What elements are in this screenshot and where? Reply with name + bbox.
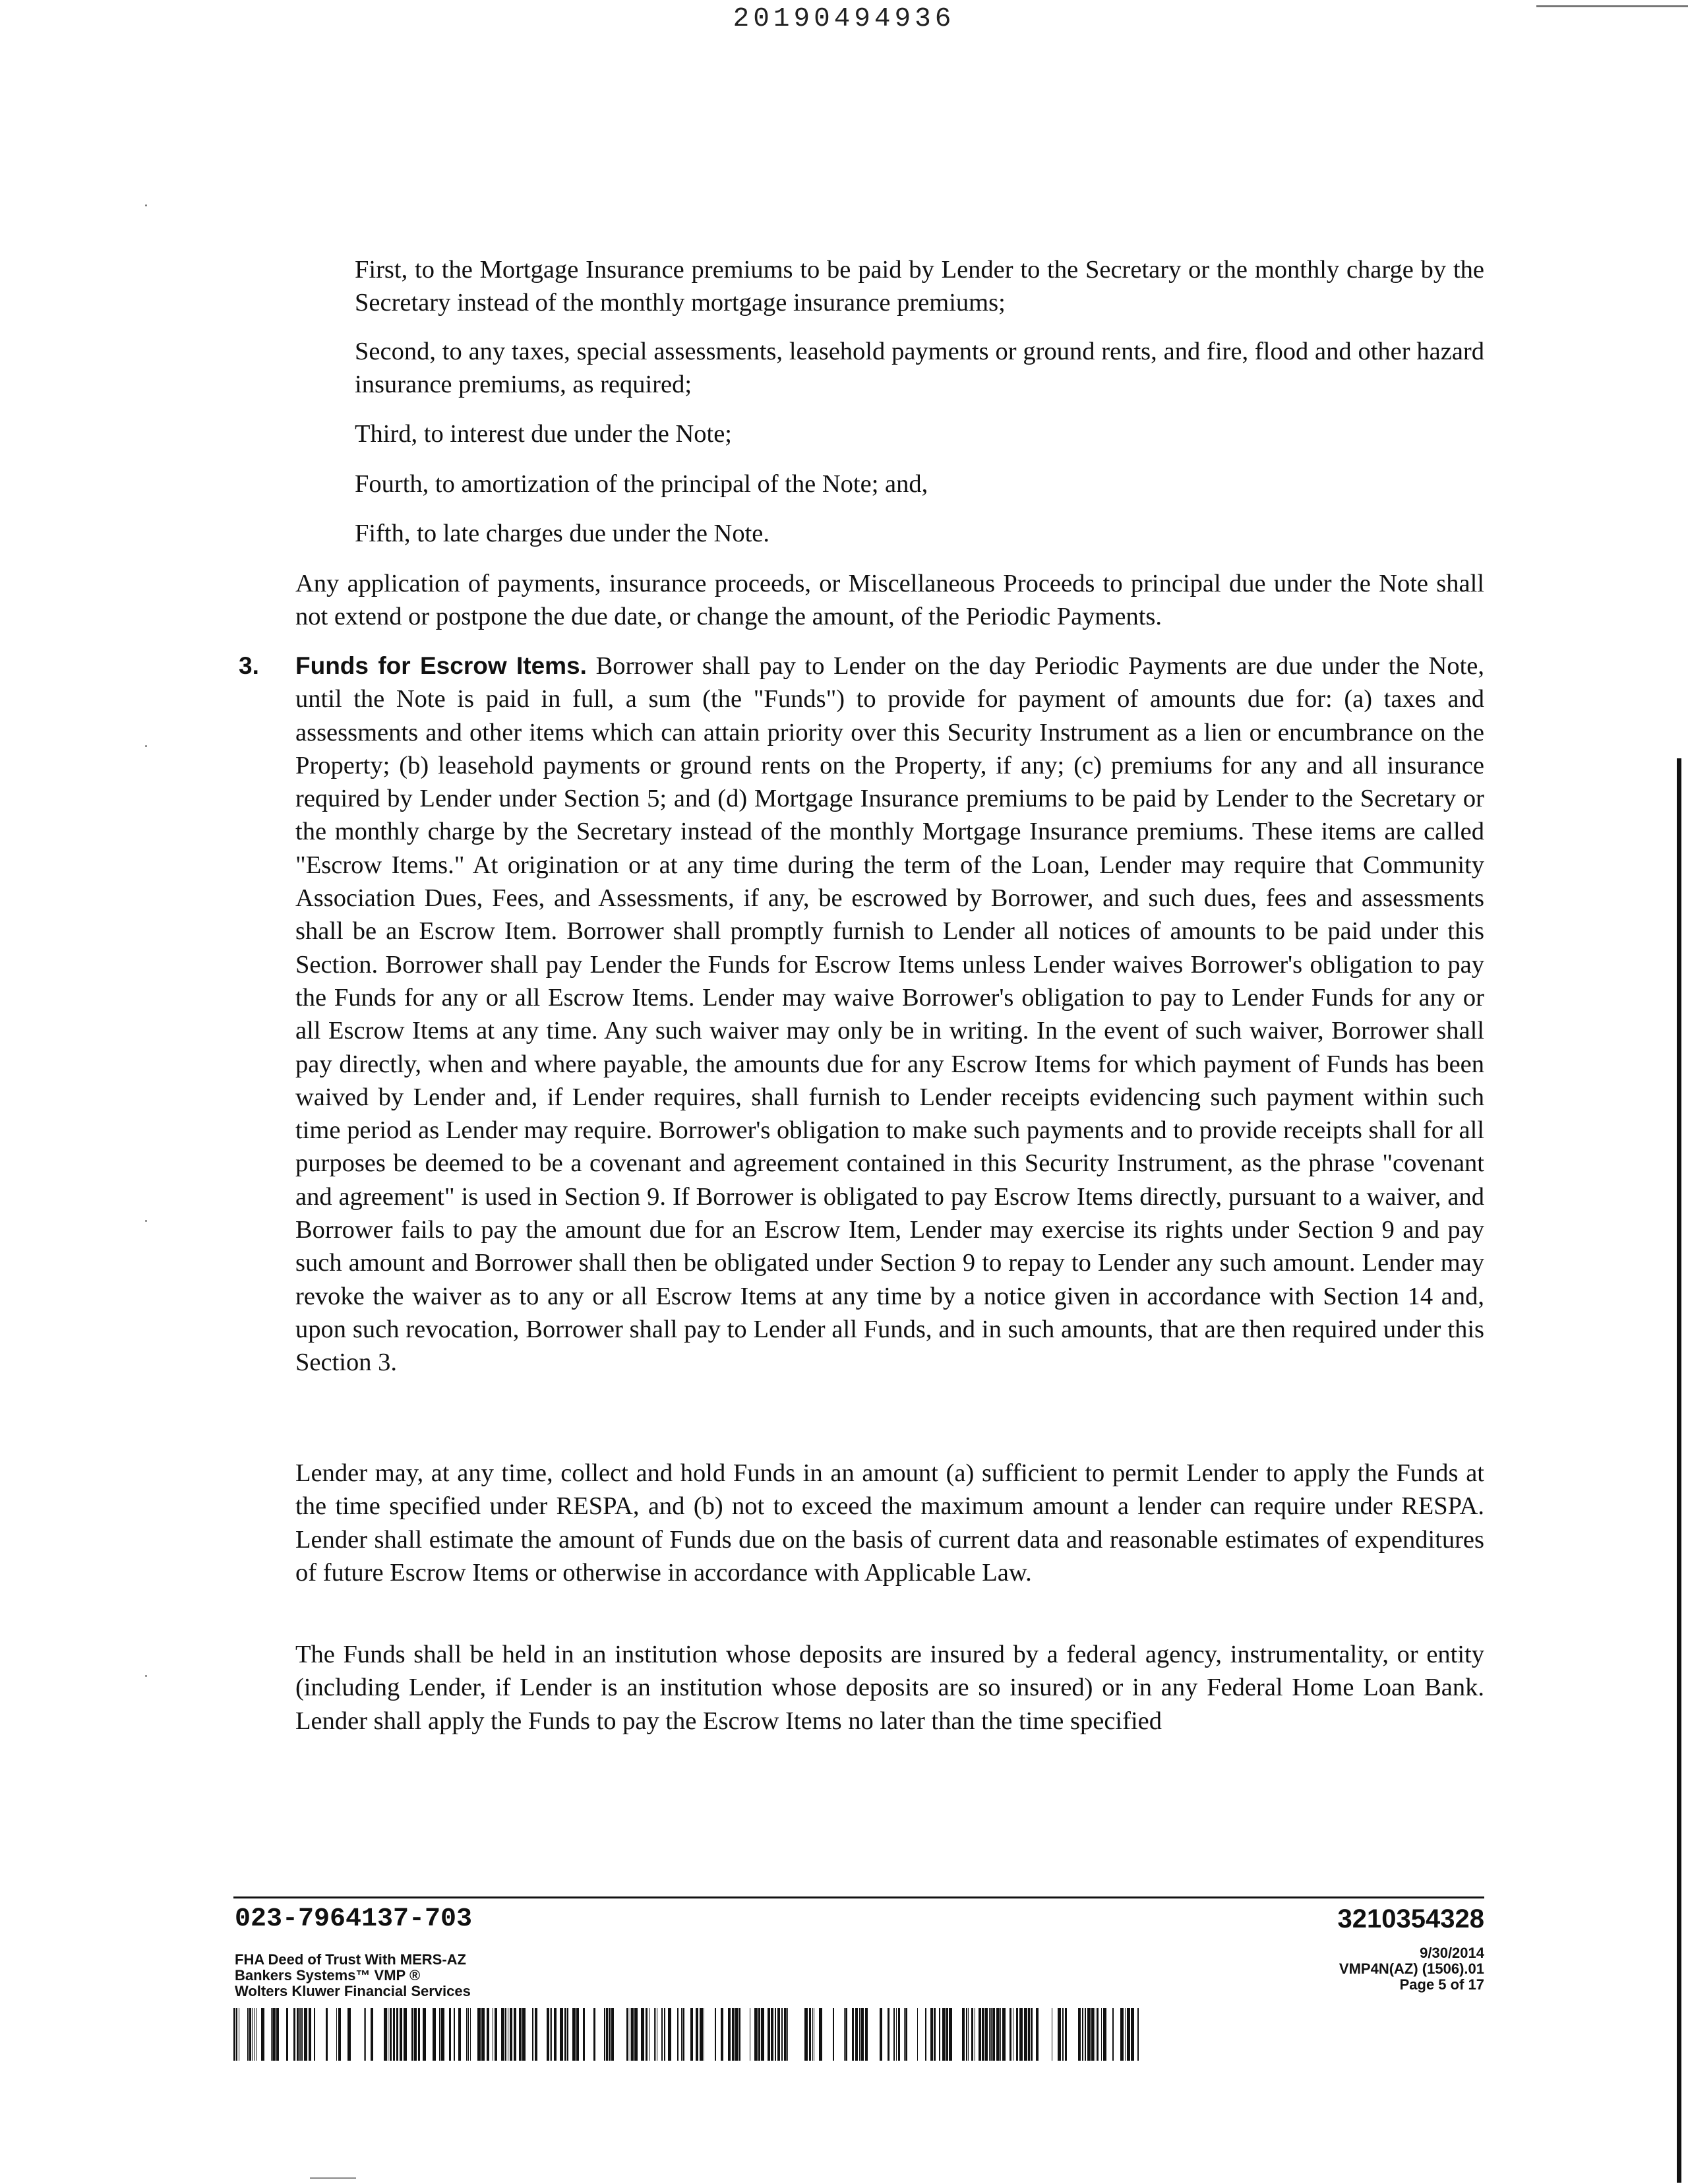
document-number: 3210354328	[1337, 1904, 1484, 1933]
form-code: VMP4N(AZ) (1506).01	[1339, 1960, 1484, 1977]
application-paragraph: Any application of payments, insurance proceeds, or Miscellaneous Proceeds to principal due under the Note shall not extend or postpone the due date, or change the amount, of the Periodic Payments.	[295, 570, 1484, 631]
page-number: Page 5 of 17	[1399, 1976, 1484, 1993]
payment-order-fourth: Fourth, to amortization of the principal of the Note; and,	[355, 470, 928, 498]
section-heading: Funds for Escrow Items.	[295, 652, 587, 679]
section-3-paragraph-2: Lender may, at any time, collect and hold Funds in an amount (a) sufficient to permit Lender to apply the Funds at the time specified under RESPA, and (b) not to exceed the maximum amount a lender can require under RESPA. Lender shall estimate the amount of Funds due on the basis of current data and reasonable estimates of expenditures of future Escrow Items or otherwise in accordance with Applicable Law.	[295, 1459, 1484, 1587]
payment-order-second: Second, to any taxes, special assessments, leasehold payments or ground rents, and fire, flood and other hazard insurance premiums, as required;	[355, 338, 1484, 399]
section-3-paragraph-3: The Funds shall be held in an institution whose deposits are insured by a federal agency, instrumentality, or entity (including Lender, if Lender is an institution whose deposits are so insured) or in any Federal Home Loan Bank. Lender shall apply the Funds to pay the Escrow Items no later than the time specified	[295, 1641, 1484, 1735]
section-3-text: Borrower shall pay to Lender on the day Periodic Payments are due under the Note, until the Note is paid in full, a sum (the "Funds") to provide for payment of amounts due for: (a) taxes and assessments and other items which can attain priority over this Security Instrument as a lien or encumbrance on the Property; (b) leasehold payments or ground rents on the Property, if any; (c) premiums for any and all insurance required by Lender under Section 5; and (d) Mortgage Insurance premiums to be paid by Lender to the Secretary or the monthly charge by the Secretary instead of the monthly Mortgage Insurance premiums. These items are called "Escrow Items." At origination or at any time during the term of the Loan, Lender may require that Community Association Dues, Fees, and Assessments, if any, be escrowed by Borrower, and such dues, fees and assessments shall be an Escrow Item. Borrower shall promptly furnish to Lender all notices of amounts to be paid under this Section. Borrower shall pay Lender the Funds for Escrow Items unless Lender waives Borrower's obligation to pay the Funds for any or all Escrow Items. Lender may waive Borrower's obligation to pay to Lender Funds for any or all Escrow Items at any time. Any such waiver may only be in writing. In the event of such waiver, Borrower shall pay directly, when and where payable, the amounts due for any Escrow Items for which payment of Funds has been waived by Lender and, if Lender requires, shall furnish to Lender receipts evidencing such payment within such time period as Lender may require. Borrower's obligation to make such payments and to provide receipts shall for all purposes be deemed to be a covenant and agreement contained in this Security Instrument, as the phrase "covenant and agreement" is used in Section 9. If Borrower is obligated to pay Escrow Items directly, pursuant to a waiver, and Borrower fails to pay the amount due for an Escrow Item, Lender may exercise its rights under Section 9 and pay such amount and Borrower shall then be obligated under Section 9 to repay to Lender any such amount. Lender may revoke the waiver as to any or all Escrow Items at any time by a notice given in accordance with Section 14 and, upon such revocation, Borrower shall pay to Lender all Funds, and in such amounts, that are then required under this Section 3.	[295, 652, 1484, 1377]
payment-order-first: First, to the Mortgage Insurance premiums to be paid by Lender to the Secretary or the monthly charge by the Secretary instead of the monthly mortgage insurance premiums;	[355, 256, 1484, 317]
publisher-name: Wolters Kluwer Financial Services	[235, 1983, 471, 1999]
form-date: 9/30/2014	[1420, 1945, 1484, 1961]
form-name: FHA Deed of Trust With MERS-AZ	[235, 1951, 466, 1968]
form-info-left	[235, 1952, 471, 1999]
payment-order-fifth: Fifth, to late charges due under the Note.	[355, 520, 770, 547]
recording-number: 20190494936	[733, 4, 955, 34]
barcode	[233, 2008, 1142, 2061]
section-number: 3.	[239, 652, 259, 679]
footer-rule	[233, 1896, 1484, 1898]
payment-order-third: Third, to interest due under the Note;	[355, 420, 732, 448]
software-name: Bankers Systems™ VMP ®	[235, 1967, 421, 1984]
section-3-paragraph	[295, 650, 1484, 1380]
loan-number: 023-7964137-703	[235, 1904, 473, 1934]
form-info-right	[1339, 1945, 1484, 1993]
